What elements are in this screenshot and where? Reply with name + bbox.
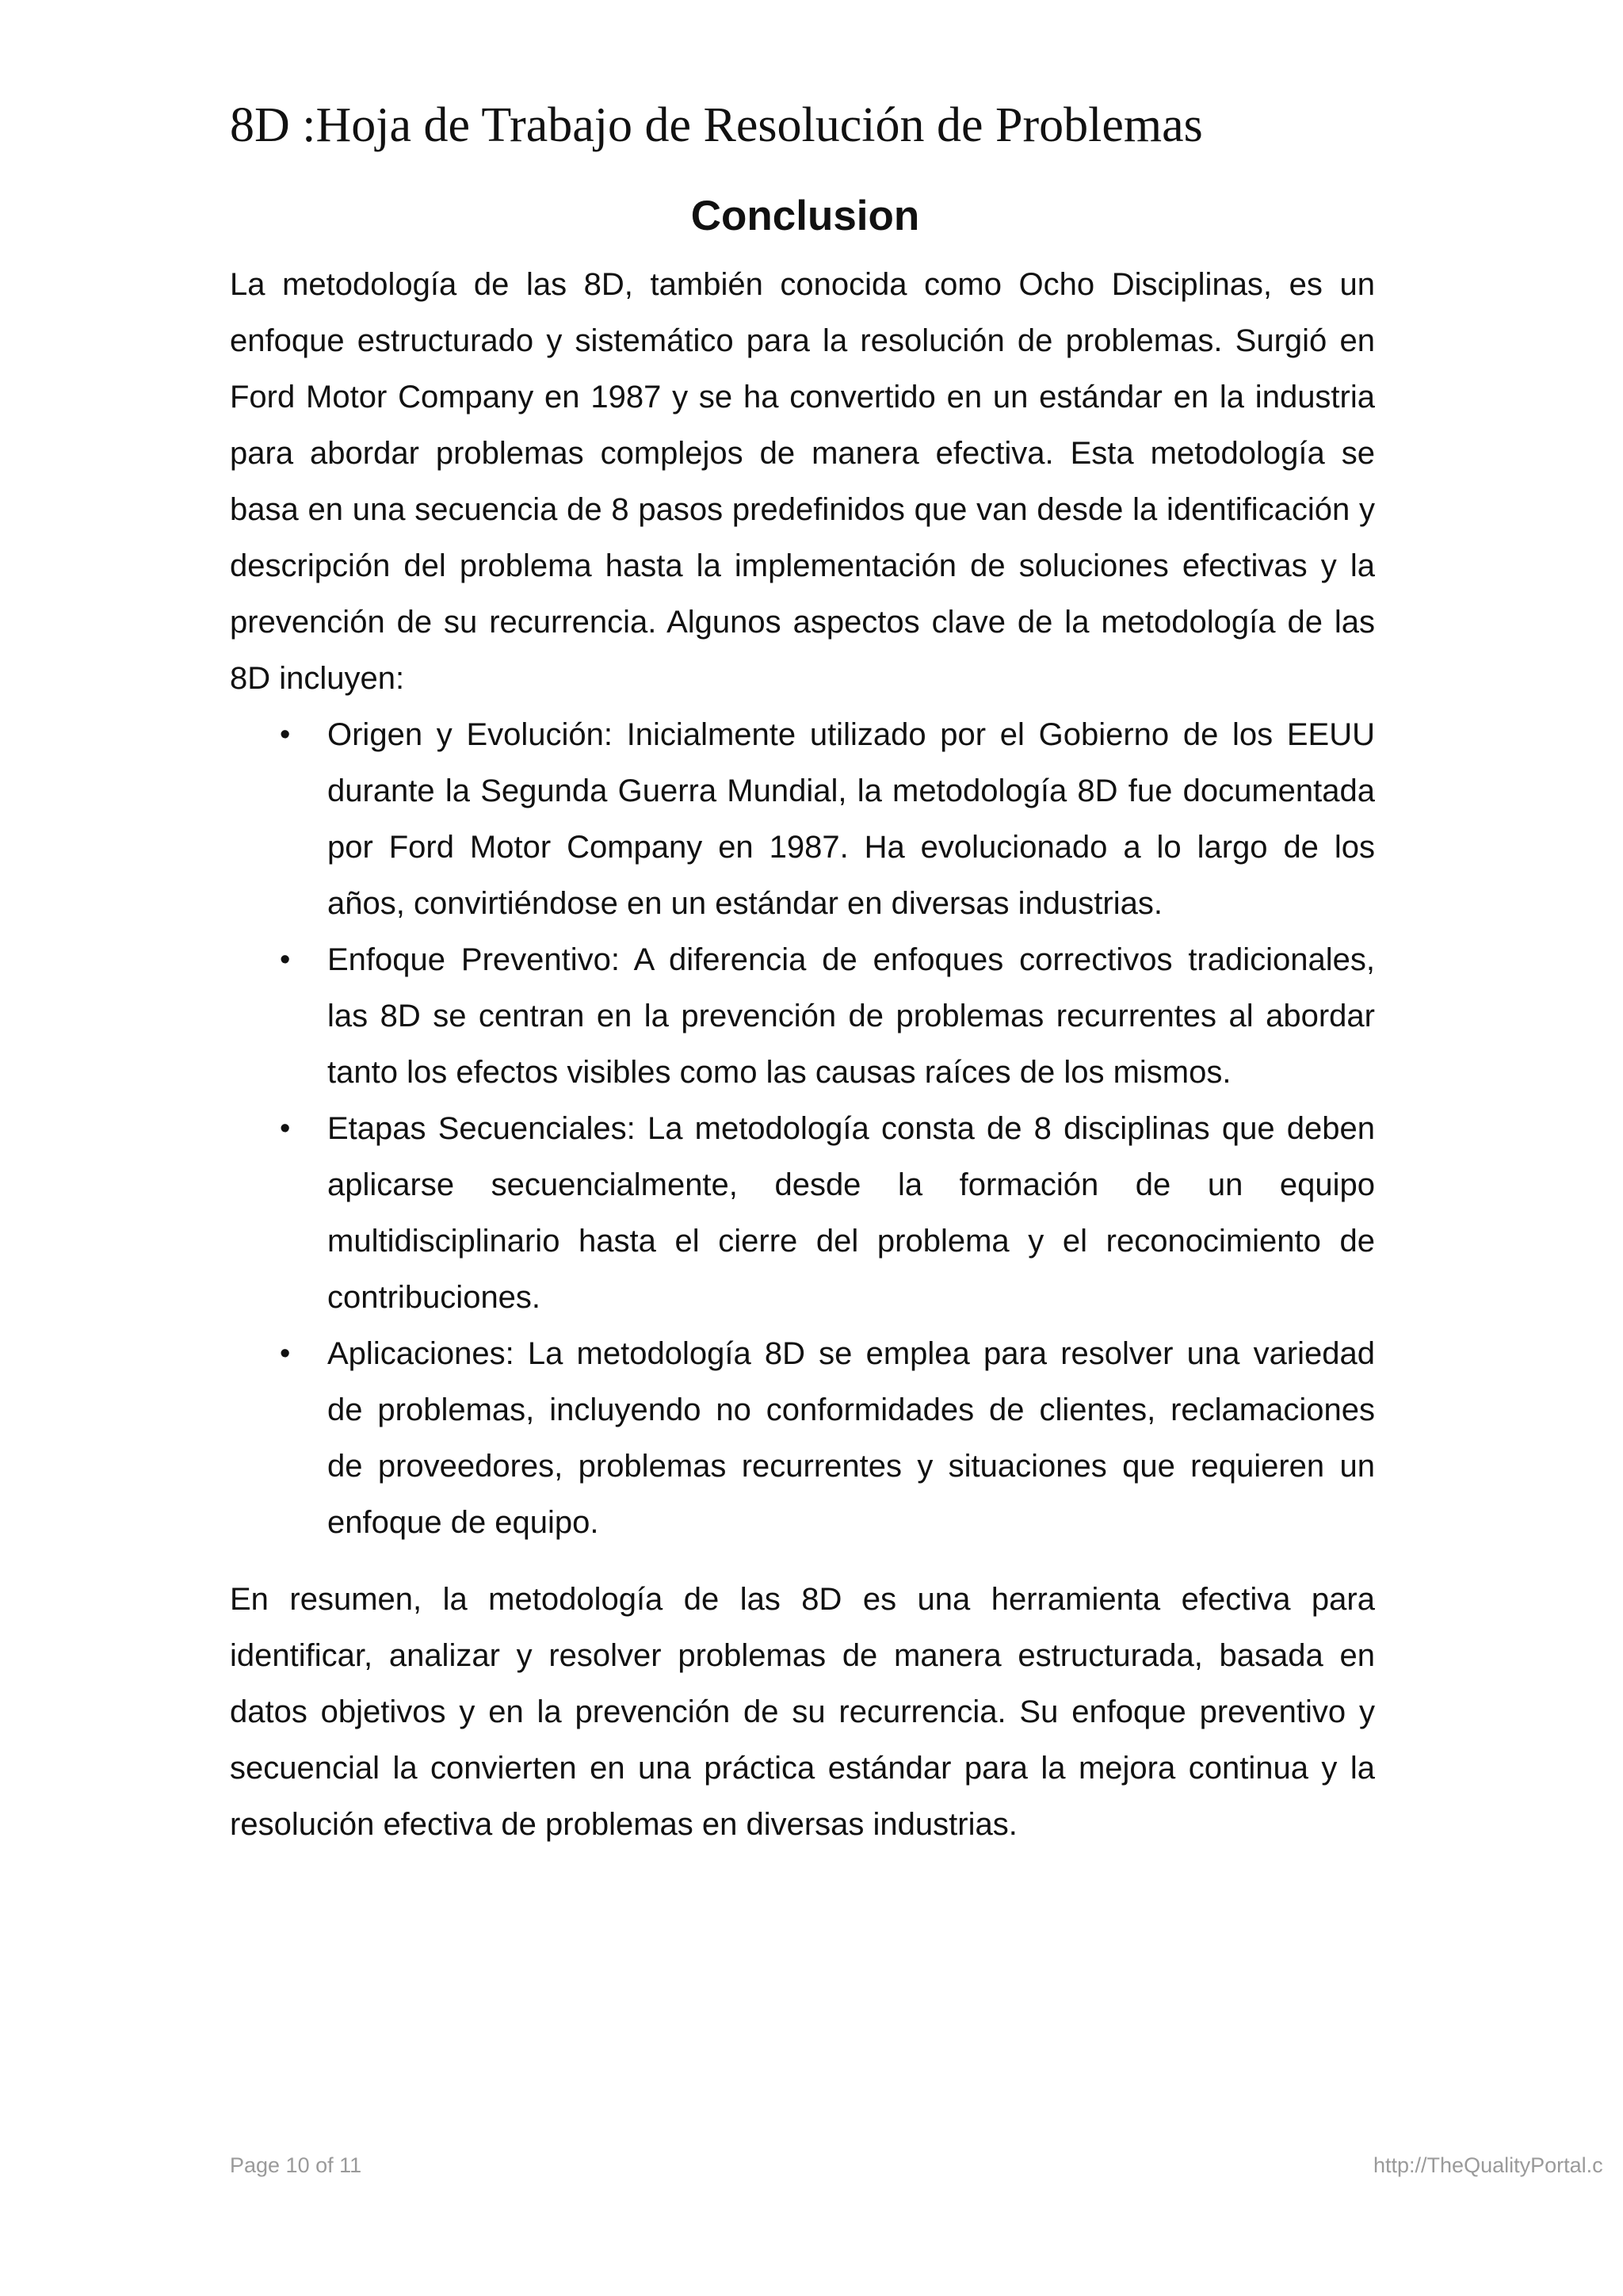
list-item-text: Enfoque Preventivo: A diferencia de enfoques correctivos tradicionales, las 8D se centran en la prevención de problemas recurrentes al abordar tanto los efectos visibles como las causas raíces de los mismos.	[327, 942, 1375, 1090]
document-body	[230, 257, 1375, 1853]
bullet-icon: •	[280, 1337, 291, 1370]
bullet-icon: •	[280, 718, 291, 751]
list-item-text: Aplicaciones: La metodología 8D se emplea para resolver una variedad de problemas, incluyendo no conformidades de clientes, reclamaciones de proveedores, problemas recurrentes y situaciones que requieren un enfoque de equipo.	[327, 1336, 1375, 1540]
closing-paragraph: En resumen, la metodología de las 8D es una herramienta efectiva para identificar, analizar y resolver problemas de manera estructurada, basada en datos objetivos y en la prevención de su recurrencia. Su enfoque preventivo y secuencial la convierten en una práctica estándar para la mejora continua y la resolución efectiva de problemas en diversas industrias.	[230, 1582, 1375, 1842]
list-item	[230, 1326, 1375, 1551]
footer-url-link[interactable]: http://TheQualityPortal.c	[1373, 2153, 1603, 2177]
list-item-text: Etapas Secuenciales: La metodología consta de 8 disciplinas que deben aplicarse secuencialmente, desde la formación de un equipo multidisciplinario hasta el cierre del problema y el reconocimiento de contribuciones.	[327, 1111, 1375, 1315]
list-item	[230, 932, 1375, 1101]
page-title: 8D :Hoja de Trabajo de Resolución de Problemas	[230, 98, 1203, 152]
list-item	[230, 1101, 1375, 1326]
key-aspects-list	[230, 707, 1375, 1551]
intro-paragraph: La metodología de las 8D, también conocida como Ocho Disciplinas, es un enfoque estructurado y sistemático para la resolución de problemas. Surgió en Ford Motor Company en 1987 y se ha convertido en un estándar en la industria para abordar problemas complejos de manera efectiva. Esta metodología se basa en una secuencia de 8 pasos predefinidos que van desde la identificación y descripción del problema hasta la implementación de soluciones efectivas y la prevención de su recurrencia. Algunos aspectos clave de la metodología de las 8D incluyen:	[230, 267, 1375, 696]
bullet-icon: •	[280, 943, 291, 976]
page-number: Page 10 of 11	[230, 2153, 362, 2177]
section-heading: Conclusion	[690, 193, 920, 239]
list-item-text: Origen y Evolución: Inicialmente utilizado por el Gobierno de los EEUU durante la Segunda Guerra Mundial, la metodología 8D fue documentada por Ford Motor Company en 1987. Ha evolucionado a lo largo de los años, convirtiéndose en un estándar en diversas industrias.	[327, 717, 1375, 921]
list-item	[230, 707, 1375, 932]
bullet-icon: •	[280, 1112, 291, 1145]
